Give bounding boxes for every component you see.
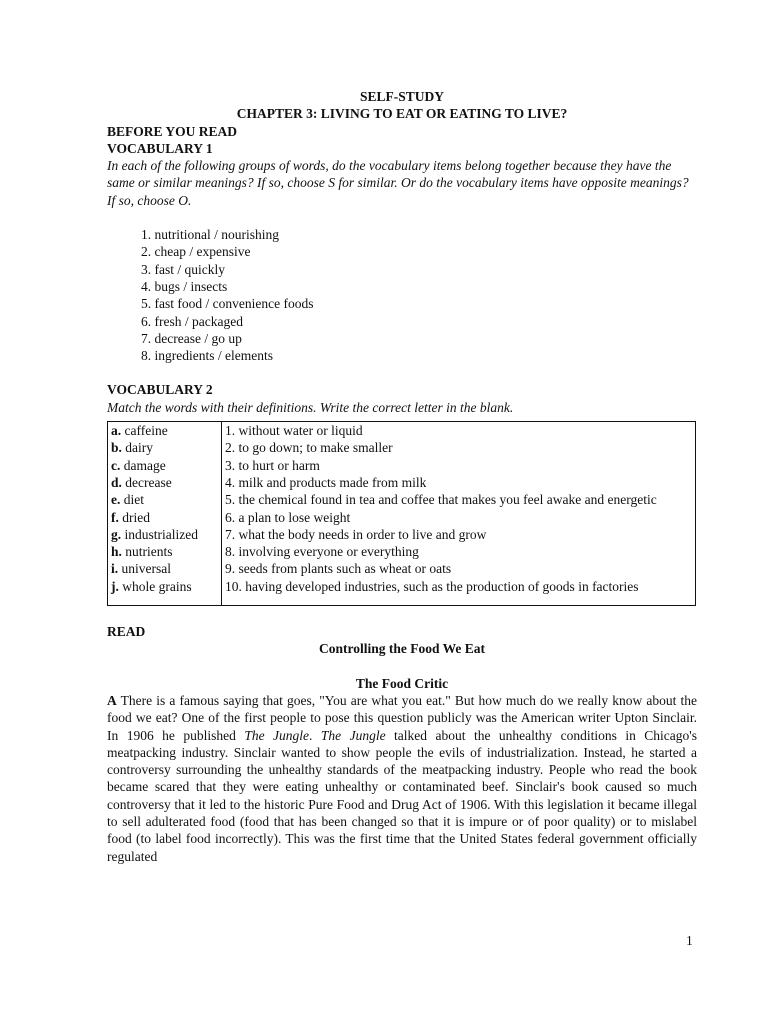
word-row: c. damage [111, 457, 166, 473]
list-item: 7. decrease / go up [141, 330, 242, 346]
word-row: e. diet [111, 492, 144, 508]
read-heading: READ [107, 624, 146, 640]
definition-row: 8. involving everyone or everything [225, 544, 419, 560]
vocabulary-2-heading: VOCABULARY 2 [107, 382, 213, 398]
word-row: b. dairy [111, 440, 154, 456]
definition-row: 9. seeds from plants such as wheat or oats [225, 561, 452, 577]
definition-row: 3. to hurt or harm [225, 457, 320, 473]
word-row: i. universal [111, 561, 172, 577]
definition-row: 7. what the body needs in order to live and grow [225, 526, 487, 542]
definition-row: 6. a plan to lose weight [225, 509, 351, 525]
word-row: h. nutrients [111, 544, 173, 560]
list-item: 6. fresh / packaged [141, 313, 243, 329]
definition-row: 1. without water or liquid [225, 423, 363, 439]
list-item: 2. cheap / expensive [141, 244, 251, 260]
word-row: g. industrialized [111, 526, 198, 542]
word-row: f. dried [111, 509, 150, 525]
section-title: The Food Critic [355, 675, 449, 691]
word-row: j. whole grains [111, 578, 192, 594]
list-item: 5. fast food / convenience foods [141, 296, 314, 312]
word-row: d. decrease [111, 474, 172, 490]
vocabulary-1-instructions: In each of the following groups of words, do the vocabulary items belong together because they have the same or similar meanings? If so, choose S for similar. Or do the vocabulary items have opposite meanings? If so, choose O. [107, 158, 689, 208]
matching-table [107, 421, 696, 606]
chapter-heading: CHAPTER 3: LIVING TO EAT OR EATING TO LIVE? [236, 106, 568, 122]
article-title: Controlling the Food We Eat [318, 641, 485, 657]
list-item: 3. fast / quickly [141, 261, 225, 277]
definition-row: 5. the chemical found in tea and coffee that makes you feel awake and energetic [225, 492, 657, 508]
definition-row: 10. having developed industries, such as the production of goods in factories [225, 578, 639, 594]
definitions-column [222, 422, 696, 606]
definition-row: 2. to go down; to make smaller [225, 440, 393, 456]
book-title: The Jungle [320, 727, 386, 743]
paragraph-label: A [107, 692, 117, 708]
list-item: 1. nutritional / nourishing [141, 227, 279, 243]
vocabulary-1-list [141, 226, 697, 364]
list-item: 8. ingredients / elements [141, 348, 273, 364]
vocabulary-1-heading: VOCABULARY 1 [107, 140, 213, 156]
self-study-heading: SELF-STUDY [359, 89, 445, 104]
list-item: 4. bugs / insects [141, 278, 228, 294]
words-column [108, 422, 222, 606]
book-title: The Jungle [244, 727, 310, 743]
document-page [107, 88, 697, 865]
definition-row: 4. milk and products made from milk [225, 474, 427, 490]
page-number: 1 [686, 933, 693, 948]
vocabulary-2-instructions: Match the words with their definitions. Write the correct letter in the blank. [107, 399, 514, 415]
word-row: a. caffeine [111, 423, 168, 439]
paragraph-a: A There is a famous saying that goes, "You are what you eat." But how much do we really know about the food we eat? One of the first people to pose this question publicly was the American writer Upton Sinclair. In 1906 he published The Jungle. The Jungle talked about the unhealthy conditions in Chicago's meatpacking industry. Sinclair wanted to show people the evils of industrialization. Instead, he started a controversy surrounding the unhealthy standards of the meatpacking industry. People who read the book became scared that they were eating unhealthy or contaminated beef. Sinclair's book caused so much controversy that it led to the historic Pure Food and Drug Act of 1906. With this legislation it became illegal to sell adulterated food (food that has been changed so that it is impure or of poor quality) or to mislabel food (to label food incorrectly). This was the first time that the United States federal government officially regulated [107, 692, 697, 864]
before-you-read-heading: BEFORE YOU READ [107, 123, 238, 139]
